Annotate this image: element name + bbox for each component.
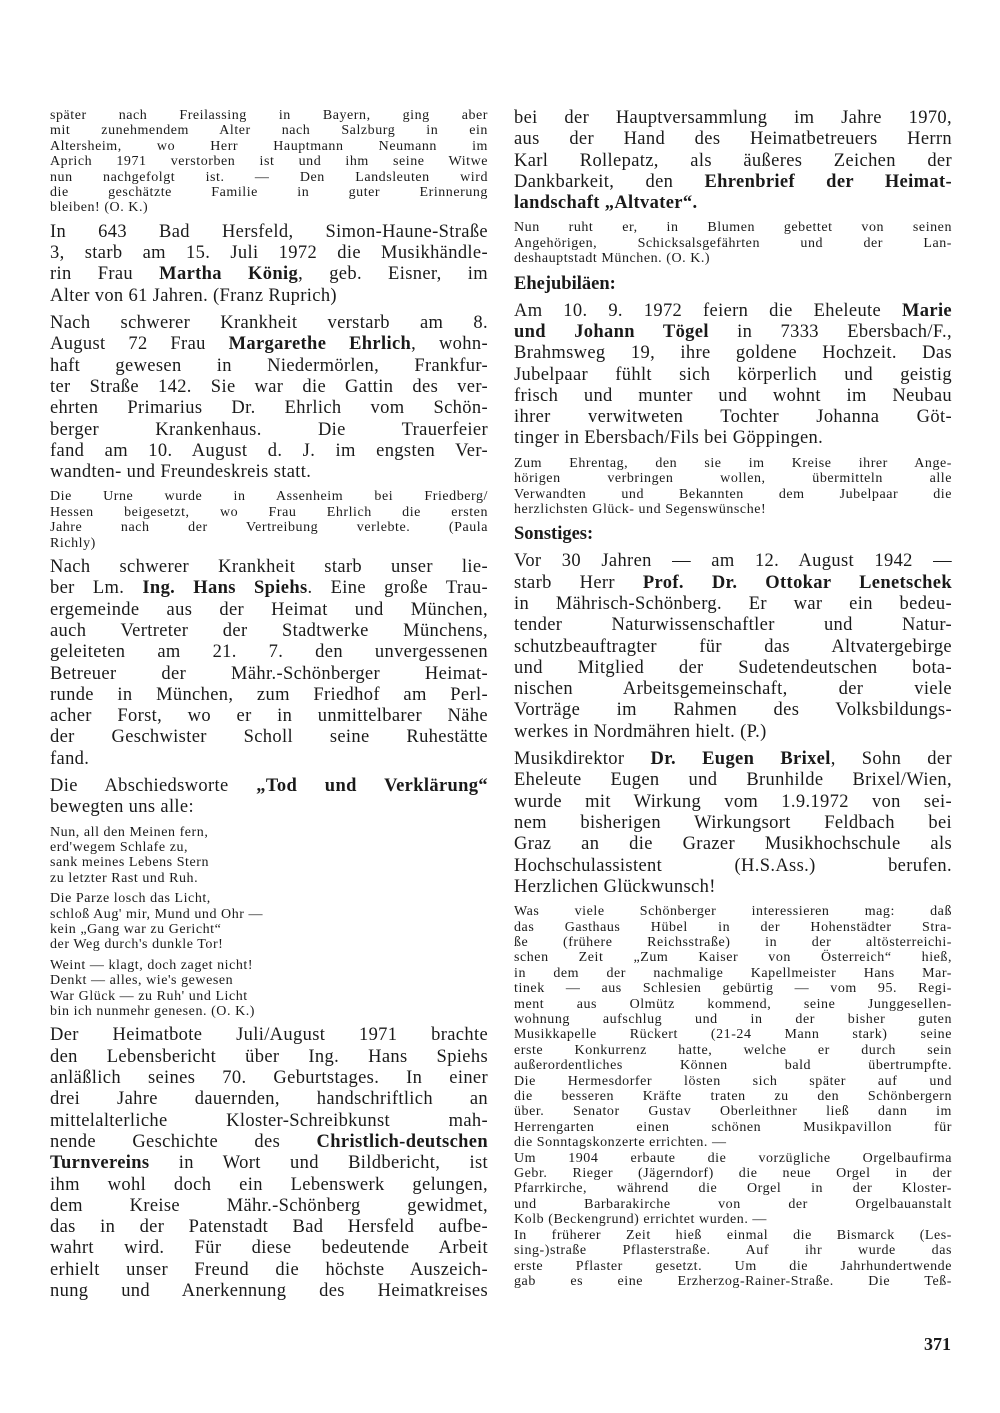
text-line: ment aus Olmütz kommend, seine Junggesellen-: [514, 996, 952, 1012]
text-line: Die Hermesdorfer lösten sich später auf und: [514, 1073, 952, 1089]
text-line: Altersheim, wo Herr Hauptmann Neumann im: [50, 138, 488, 154]
text-line: nem bisherigen Wirkungsort Feldbach bei: [514, 812, 952, 833]
text: ber Lm.: [50, 578, 143, 599]
text-line: [514, 301, 952, 322]
text-line: In 643 Bad Hersfeld, Simon-Haune-Straße: [50, 221, 488, 242]
text-line: bewegten uns alle:: [50, 797, 194, 818]
text-line: Nun, all den Meinen fern,: [50, 824, 209, 840]
text-line: wandten- und Freundeskreis statt.: [50, 462, 312, 483]
page-number: 371: [924, 1334, 951, 1354]
text-line: mittelalterliche Kloster-Schreibkunst mah-: [50, 1110, 488, 1131]
text-line: [50, 776, 488, 797]
paragraph: [514, 749, 952, 898]
text-line: Alter von 61 Jahren. (Franz Ruprich): [50, 285, 337, 306]
text-line: [50, 264, 488, 285]
text-line: erd'wegem Schlafe zu,: [50, 840, 189, 855]
bold-text: „Tod und Verklärung“: [256, 776, 488, 796]
text-line: kein „Gang war zu Gericht“: [50, 922, 222, 938]
text-line: ße (frühere Reichsstraße) in der altösterreichi-: [514, 934, 952, 950]
text-line: das in der Patenstadt Bad Hersfeld aufbe-: [50, 1217, 488, 1238]
text-line: Verwandten und Bekannten dem Jubelpaar die: [514, 486, 952, 502]
text-line: ihm wohl doch ein Lebenswerk gelungen,: [50, 1174, 488, 1195]
text-line: [514, 749, 952, 770]
bold-text: Marie: [901, 300, 952, 321]
text-line: acher Forst, wo er in unmittelbarer Nähe: [50, 706, 488, 727]
text-line: wahrt wird. Für diese bedeutende Arbeit: [50, 1238, 488, 1259]
bold-text: und Johann Tögel: [514, 322, 709, 342]
text-line: das Gasthaus Hübel in der Hohenstädter Stra-: [514, 919, 952, 935]
text-line: Um 1904 erbaute die vorzügliche Orgelbaufirma: [514, 1150, 952, 1166]
text-line: schen Zeit „Zum Kaiser von Österreich“ hieß,: [514, 950, 952, 966]
text-line: erste Pflaster gesetzt. Um die Jahrhundertwende: [514, 1258, 952, 1274]
text-line: tinger in Ebersbach/Fils bei Göppingen.: [514, 428, 824, 449]
text-line: Angehörigen, Schicksalsgefährten und der Lan-: [514, 235, 952, 251]
text-line: [50, 578, 488, 599]
text-line: der Geschwister Scholl seine Ruhestätte: [50, 727, 488, 748]
text-line: der Weg durch's dunkle Tor!: [50, 937, 224, 953]
text-line: herzlichsten Glück- und Segenswünsche!: [514, 502, 767, 517]
text-line: Der Heimatbote Juli/August 1971 brachte: [50, 1025, 488, 1046]
text-line: und Barbarakirche von der Orgelbauanstalt: [514, 1196, 952, 1212]
text: nende Geschichte des: [50, 1131, 317, 1152]
text-line: nischen Arbeitsgemeinschaft, der viele: [514, 679, 952, 700]
text-line: Herzlichen Glückwunsch!: [514, 876, 716, 897]
text-line: Vorträge im Rahmen des Volksbildungs-: [514, 700, 952, 721]
text-line: deshauptstadt München. (O. K.): [514, 251, 711, 267]
text-line: ehrten Primarius Dr. Ehrlich vom Schön-: [50, 398, 488, 419]
text-line: zu letzter Rast und Ruh.: [50, 870, 199, 886]
text-line: Hochschulassistent (H.S.Ass.) berufen.: [514, 855, 952, 876]
text-line: Nach schwerer Krankheit starb unser lie-: [50, 557, 488, 578]
text-line: tinek — aus Schlesien gebürtig — vom 95. Regi-: [514, 981, 952, 997]
left-column: [50, 108, 488, 1308]
text-line: haft gewesen in Niedermörlen, Frankfur-: [50, 355, 488, 376]
text-line: [514, 322, 952, 343]
text-line: berger Krankenhaus. Die Trauerfeier: [50, 419, 488, 440]
poem: [50, 825, 488, 1020]
text-line: nung und Anerkennung des Heimatkreises: [50, 1281, 488, 1302]
bold-text: Margarethe Ehrlich: [228, 334, 412, 355]
text-line: Was viele Schönberger interessieren mag: daß: [514, 904, 952, 920]
text-line: Sonstiges:: [514, 524, 594, 545]
text-line: In früherer Zeit hieß einmal die Bismarck (Les-: [514, 1227, 952, 1243]
text-line: Jubelpaar fühlt sich körperlich und geistig: [514, 364, 952, 385]
text-line: über. Senator Gustav Oberleithner ließ dann im: [514, 1104, 952, 1120]
text-line: ter Straße 142. Sie war die Gattin des ver-: [50, 376, 488, 397]
text-line: ihrer verwitweten Tochter Johanna Göt-: [514, 407, 952, 428]
text-line: Graz an die Grazer Musikhochschule als: [514, 834, 952, 855]
text: starb Herr: [514, 572, 643, 593]
text-line: wurde mit Wirkung vom 1.9.1972 von sei-: [514, 791, 952, 812]
paragraph: [50, 108, 488, 216]
text-line: Brahmsweg 19, ihre goldene Hochzeit. Das: [514, 343, 952, 364]
bold-text: Dr. Eugen Brixel: [650, 749, 831, 770]
text-line: schloß Aug' mir, Mund und Ohr —: [50, 906, 264, 922]
right-column: [514, 108, 952, 1295]
paragraph: [514, 108, 952, 214]
text-line: bei der Hauptversammlung im Jahre 1970,: [514, 108, 952, 128]
text-line: Weint — klagt, doch zaget nicht!: [50, 957, 254, 973]
paragraph: [50, 222, 488, 307]
section-heading: [514, 273, 952, 295]
text-line: Nach schwerer Krankheit verstarb am 8.: [50, 313, 488, 334]
text-line: wohnung aufschlug und in der bisher guten: [514, 1012, 952, 1027]
text-line: tender Naturwissenschaftler und Natur-: [514, 615, 952, 636]
text: . Eine große Trau-: [307, 578, 488, 599]
bold-text: Martha König: [159, 264, 299, 285]
bold-text: Ehrenbrief der Heimat-: [704, 171, 952, 192]
bold-text: landschaft „Altvater“.: [514, 193, 698, 214]
text-line: runde in München, zum Friedhof am Perl-: [50, 684, 488, 705]
text-line: 3, starb am 15. Juli 1972 die Musikhändle-: [50, 243, 488, 264]
text-line: die geschätzte Familie in guter Erinnerung: [50, 185, 488, 201]
text-line: anläßlich seines 70. Geburtstages. In einer: [50, 1068, 488, 1089]
text-line: [514, 172, 952, 193]
text-line: bin ich nunmehr genesen. (O. K.): [50, 1004, 255, 1020]
text-line: außerordentliches Können bald übertrumpfte.: [514, 1058, 952, 1074]
text-line: bleiben! (O. K.): [50, 200, 149, 216]
text-line: in dem der nachmalige Kapellmeister Hans Mar-: [514, 965, 952, 981]
text-line: und Mitglied der Sudetendeutschen bota-: [514, 657, 952, 678]
section-heading: [514, 523, 952, 545]
text-line: Eheleute Eugen und Brunhilde Brixel/Wien,: [514, 770, 952, 791]
text-line: Jahre nach der Vertreibung verlebte. (Paula: [50, 520, 488, 536]
text-line: sank meines Lebens Stern: [50, 855, 209, 871]
text-line: gab es eine Erzherzog-Rainer-Straße. Die Teß-: [514, 1273, 952, 1289]
text-line: Kolb (Beckengrund) errichtet wurden. —: [514, 1212, 767, 1228]
text-line: drei Jahre dauernden, handschriftlich an: [50, 1089, 488, 1110]
paragraph: [50, 776, 488, 819]
text: in Wort und Bildbericht, ist: [149, 1153, 488, 1174]
text-line: Ehejubiläen:: [514, 273, 616, 294]
text: in 7333 Ebersbach/F.,: [708, 322, 952, 342]
text: August 72 Frau: [50, 334, 229, 355]
text-line: Zum Ehrentag, den sie im Kreise ihrer Ange-: [514, 455, 952, 471]
text-line: Betreuer der Mähr.-Schönberger Heimat-: [50, 663, 488, 684]
text: rin Frau: [50, 264, 160, 285]
text-line: Die Urne wurde in Assenheim bei Friedberg/: [50, 489, 488, 505]
text-line: später nach Freilassing in Bayern, ging aber: [50, 108, 488, 123]
text-line: nun nachgefolgt ist. — Den Landsleuten wird: [50, 169, 488, 185]
text: Musikdirektor: [514, 749, 651, 770]
paragraph: [514, 220, 952, 266]
bold-text: Prof. Dr. Ottokar Lenetschek: [642, 572, 952, 593]
text: , wohn-: [411, 334, 488, 355]
text-line: Aprich 1971 verstorben ist und ihm seine Witwe: [50, 154, 488, 170]
text-line: erste Konkurrenz hatte, welche er durch sein: [514, 1042, 952, 1058]
text-line: die Sonntagskonzerte errichten. —: [514, 1135, 727, 1151]
text-line: dem Kreise Mähr.-Schönberg gewidmet,: [50, 1195, 488, 1216]
text-line: Richly): [50, 535, 96, 551]
text-line: [50, 1132, 488, 1153]
text-line: Vor 30 Jahren — am 12. August 1942 —: [514, 551, 952, 572]
paragraph: [514, 456, 952, 518]
text-line: [514, 573, 952, 594]
paragraph: [514, 551, 952, 743]
paragraph: [514, 301, 952, 450]
paragraph: [50, 557, 488, 770]
text: Dankbarkeit, den: [514, 171, 705, 192]
text-line: werkes in Nordmähren hielt. (P.): [514, 721, 767, 742]
text-line: den Lebensbericht über Ing. Hans Spiehs: [50, 1046, 488, 1067]
text-line: Pfarrkirche, während die Orgel in der Kloster-: [514, 1181, 952, 1197]
text-line: Hessen beigesetzt, wo Frau Ehrlich die ersten: [50, 504, 488, 520]
text-line: sing-)straße Pflasterstraße. Auf ihr wurde das: [514, 1243, 952, 1259]
text-line: frisch und munter und wohnt im Neubau: [514, 385, 952, 406]
text-line: War Glück — zu Ruh' und Licht: [50, 988, 248, 1004]
text-line: Karl Rollepatz, als äußeres Zeichen der: [514, 150, 952, 171]
text: Die Abschiedsworte: [50, 776, 257, 796]
text-line: geleiteten am 21. 7. den unvergessenen: [50, 642, 488, 663]
text-line: ergemeinde aus der Heimat und München,: [50, 599, 488, 620]
text-line: Denkt — alles, wie's gewesen: [50, 973, 234, 989]
paragraph: [50, 1025, 488, 1302]
bold-text: Turnvereins: [50, 1153, 150, 1174]
text: , geb. Eisner, im: [298, 264, 489, 285]
text-line: mit zunehmendem Alter nach Salzburg in ein: [50, 123, 488, 139]
bold-text: Ing. Hans Spiehs: [142, 578, 308, 599]
bold-text: Christlich-deutschen: [316, 1131, 488, 1152]
text: Am 10. 9. 1972 feiern die Eheleute: [514, 300, 902, 321]
text-line: erhielt unser Freund die höchste Auszeich-: [50, 1259, 488, 1280]
text-line: auch Vertreter der Stadtwerke Münchens,: [50, 620, 488, 641]
text-line: Musikkapelle Rückert (21-24 Mann stark) seine: [514, 1027, 952, 1043]
text-line: Nun ruht er, in Blumen gebettet von seinen: [514, 220, 952, 236]
paragraph: [50, 489, 488, 551]
text-line: die besseren Kräfte traten zu den Schönbergern: [514, 1089, 952, 1105]
paragraph: [50, 313, 488, 483]
text-line: fand am 10. August d. J. im engsten Ver-: [50, 440, 488, 461]
text-line: fand.: [50, 748, 90, 769]
text-line: [50, 1153, 488, 1174]
text: , Sohn der: [830, 749, 952, 770]
text-line: in Mährisch-Schönberg. Er war ein bedeu-: [514, 594, 952, 614]
text-line: Gebr. Rieger (Jägerndorf) die neue Orgel in der: [514, 1166, 952, 1182]
text-line: Die Parze losch das Licht,: [50, 891, 211, 907]
text-line: Herrengarten einen schönen Musikpavillon für: [514, 1119, 952, 1135]
text-line: [50, 334, 488, 355]
paragraph: [514, 904, 952, 1289]
text-line: [514, 193, 952, 214]
text-line: hörigen verbringen wollen, übermitteln alle: [514, 471, 952, 487]
text-line: aus der Hand des Heimatbetreuers Herrn: [514, 129, 952, 150]
text-line: schutzbeauftragter für das Altvatergebirge: [514, 636, 952, 657]
